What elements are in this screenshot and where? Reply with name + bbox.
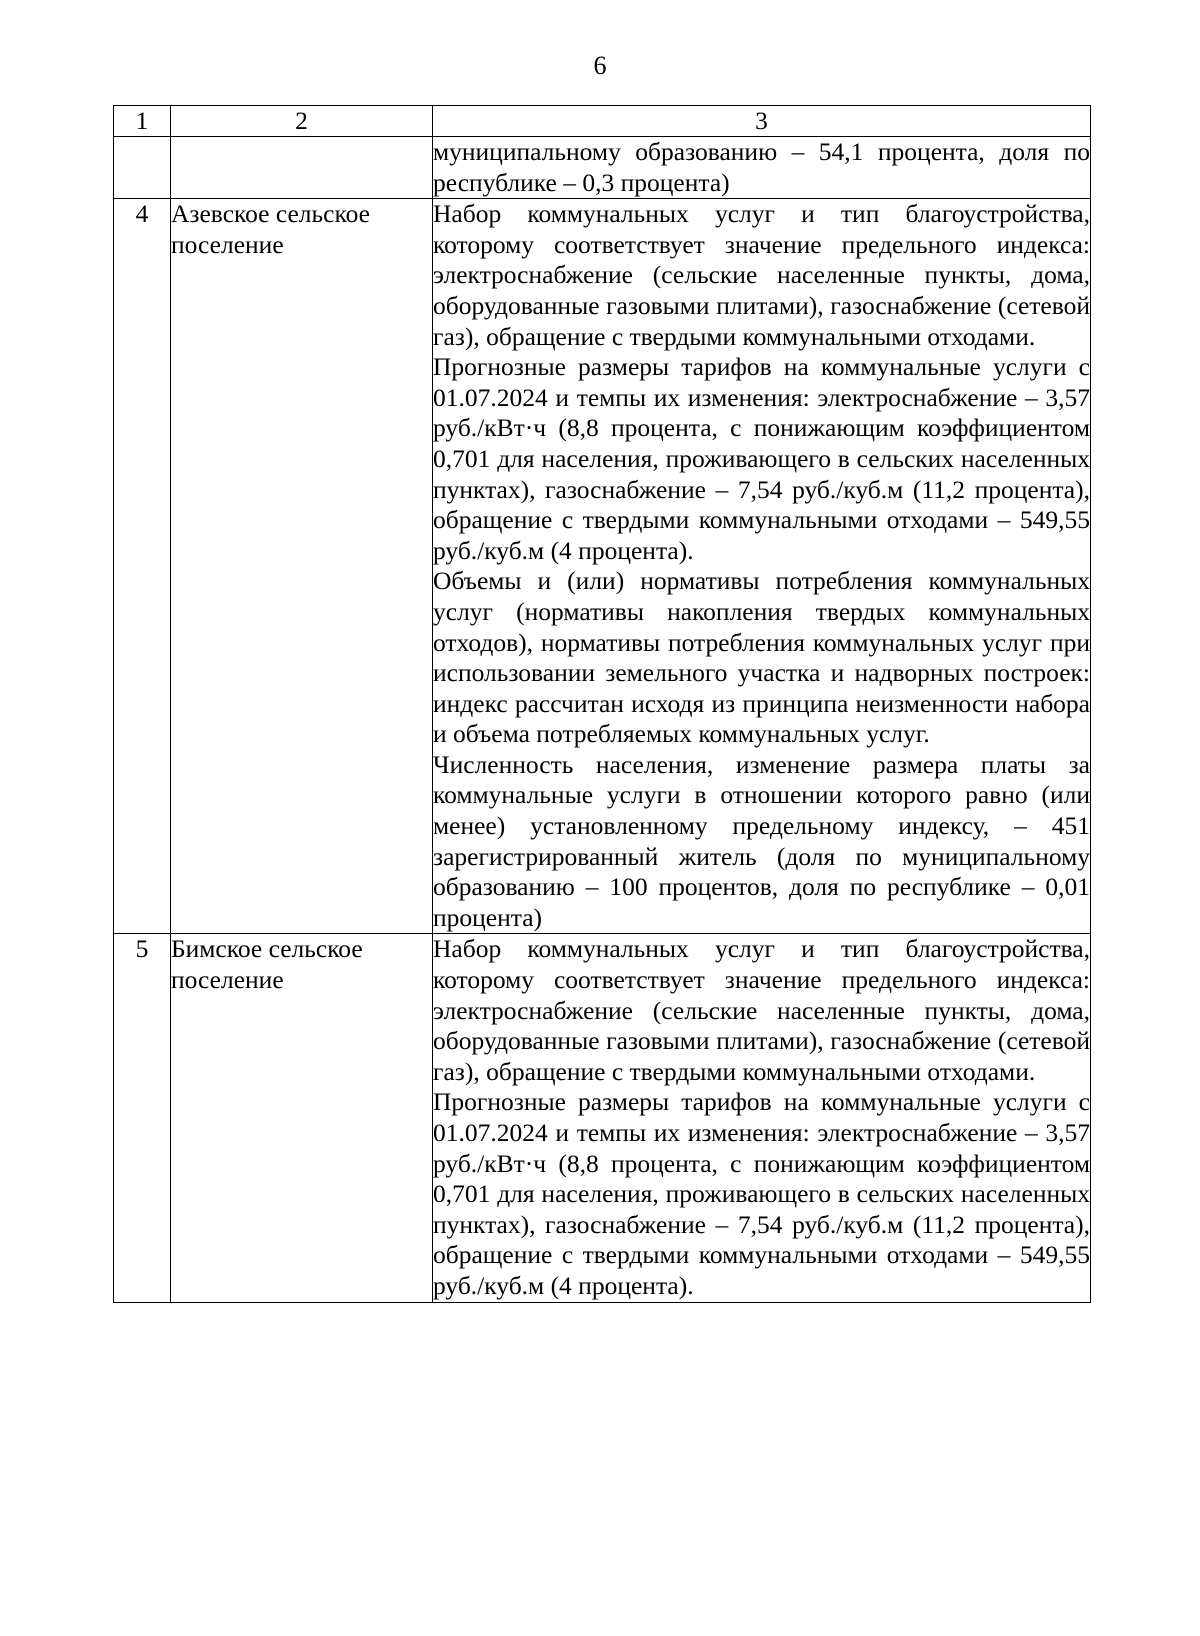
settlement-name-cell: Бимское сельское поселение	[171, 934, 433, 1302]
table-row	[114, 199, 1091, 934]
row-number-cell: 4	[114, 199, 171, 934]
table-header-row	[114, 106, 1091, 137]
settlement-name-cell: Азевское сельское поселение	[171, 199, 433, 934]
page-number: 6	[593, 51, 607, 80]
table-row	[114, 137, 1091, 199]
table-row	[114, 934, 1091, 1302]
settlement-name-cell	[171, 137, 433, 199]
description-paragraph: муниципальному образованию – 54,1 процента, доля по республике – 0,3 процента)	[433, 137, 1090, 197]
document-table	[113, 105, 1091, 1303]
description-cell	[433, 199, 1091, 934]
column-header-3: 3	[433, 106, 1091, 137]
tariffs-paragraph: Прогнозные размеры тарифов на коммунальные услуги с 01.07.2024 и темпы их изменения: электроснабжение – 3,57 руб./кВт·ч (8,8 процента, с понижающим коэффициентом 0,701 для населения, проживающего в сельских населенных пунктах), газоснабжение – 7,54 руб./куб.м (11,2 процента), обращение с твердыми коммунальными отходами – 549,55 руб./куб.м (4 процента).	[433, 1087, 1090, 1300]
utilities-set-paragraph: Набор коммунальных услуг и тип благоустройства, которому соответствует значение предельного индекса: электроснабжение (сельские населенные пункты, дома, оборудованные газовыми плитами), газоснабжение (сетевой газ), обращение с твердыми коммунальными отходами.	[433, 934, 1090, 1086]
tariffs-paragraph: Прогнозные размеры тарифов на коммунальные услуги с 01.07.2024 и темпы их изменения: электроснабжение – 3,57 руб./кВт·ч (8,8 процента, с понижающим коэффициентом 0,701 для населения, проживающего в сельских населенных пунктах), газоснабжение – 7,54 руб./куб.м (11,2 процента), обращение с твердыми коммунальными отходами – 549,55 руб./куб.м (4 процента).	[433, 352, 1090, 565]
column-header-2: 2	[171, 106, 433, 137]
population-paragraph: Численность населения, изменение размера платы за коммунальные услуги в отношении которого равно (или менее) установленному предельному индексу, – 451 зарегистрированный житель (доля по муниципальному образованию – 100 процентов, доля по республике – 0,01 процента)	[433, 749, 1090, 932]
column-header-1: 1	[114, 106, 171, 137]
row-number-cell: 5	[114, 934, 171, 1302]
description-cell	[433, 934, 1091, 1302]
description-cell	[433, 137, 1091, 199]
utilities-set-paragraph: Набор коммунальных услуг и тип благоустройства, которому соответствует значение предельного индекса: электроснабжение (сельские населенные пункты, дома, оборудованные газовыми плитами), газоснабжение (сетевой газ), обращение с твердыми коммунальными отходами.	[433, 199, 1090, 351]
row-number-cell	[114, 137, 171, 199]
consumption-norms-paragraph: Объемы и (или) нормативы потребления коммунальных услуг (нормативы накопления твердых коммунальных отходов), нормативы потребления коммунальных услуг при использовании земельного участка и надворных построек: индекс рассчитан исходя из принципа неизменности набора и объема потребляемых коммунальных услуг.	[433, 566, 1090, 749]
